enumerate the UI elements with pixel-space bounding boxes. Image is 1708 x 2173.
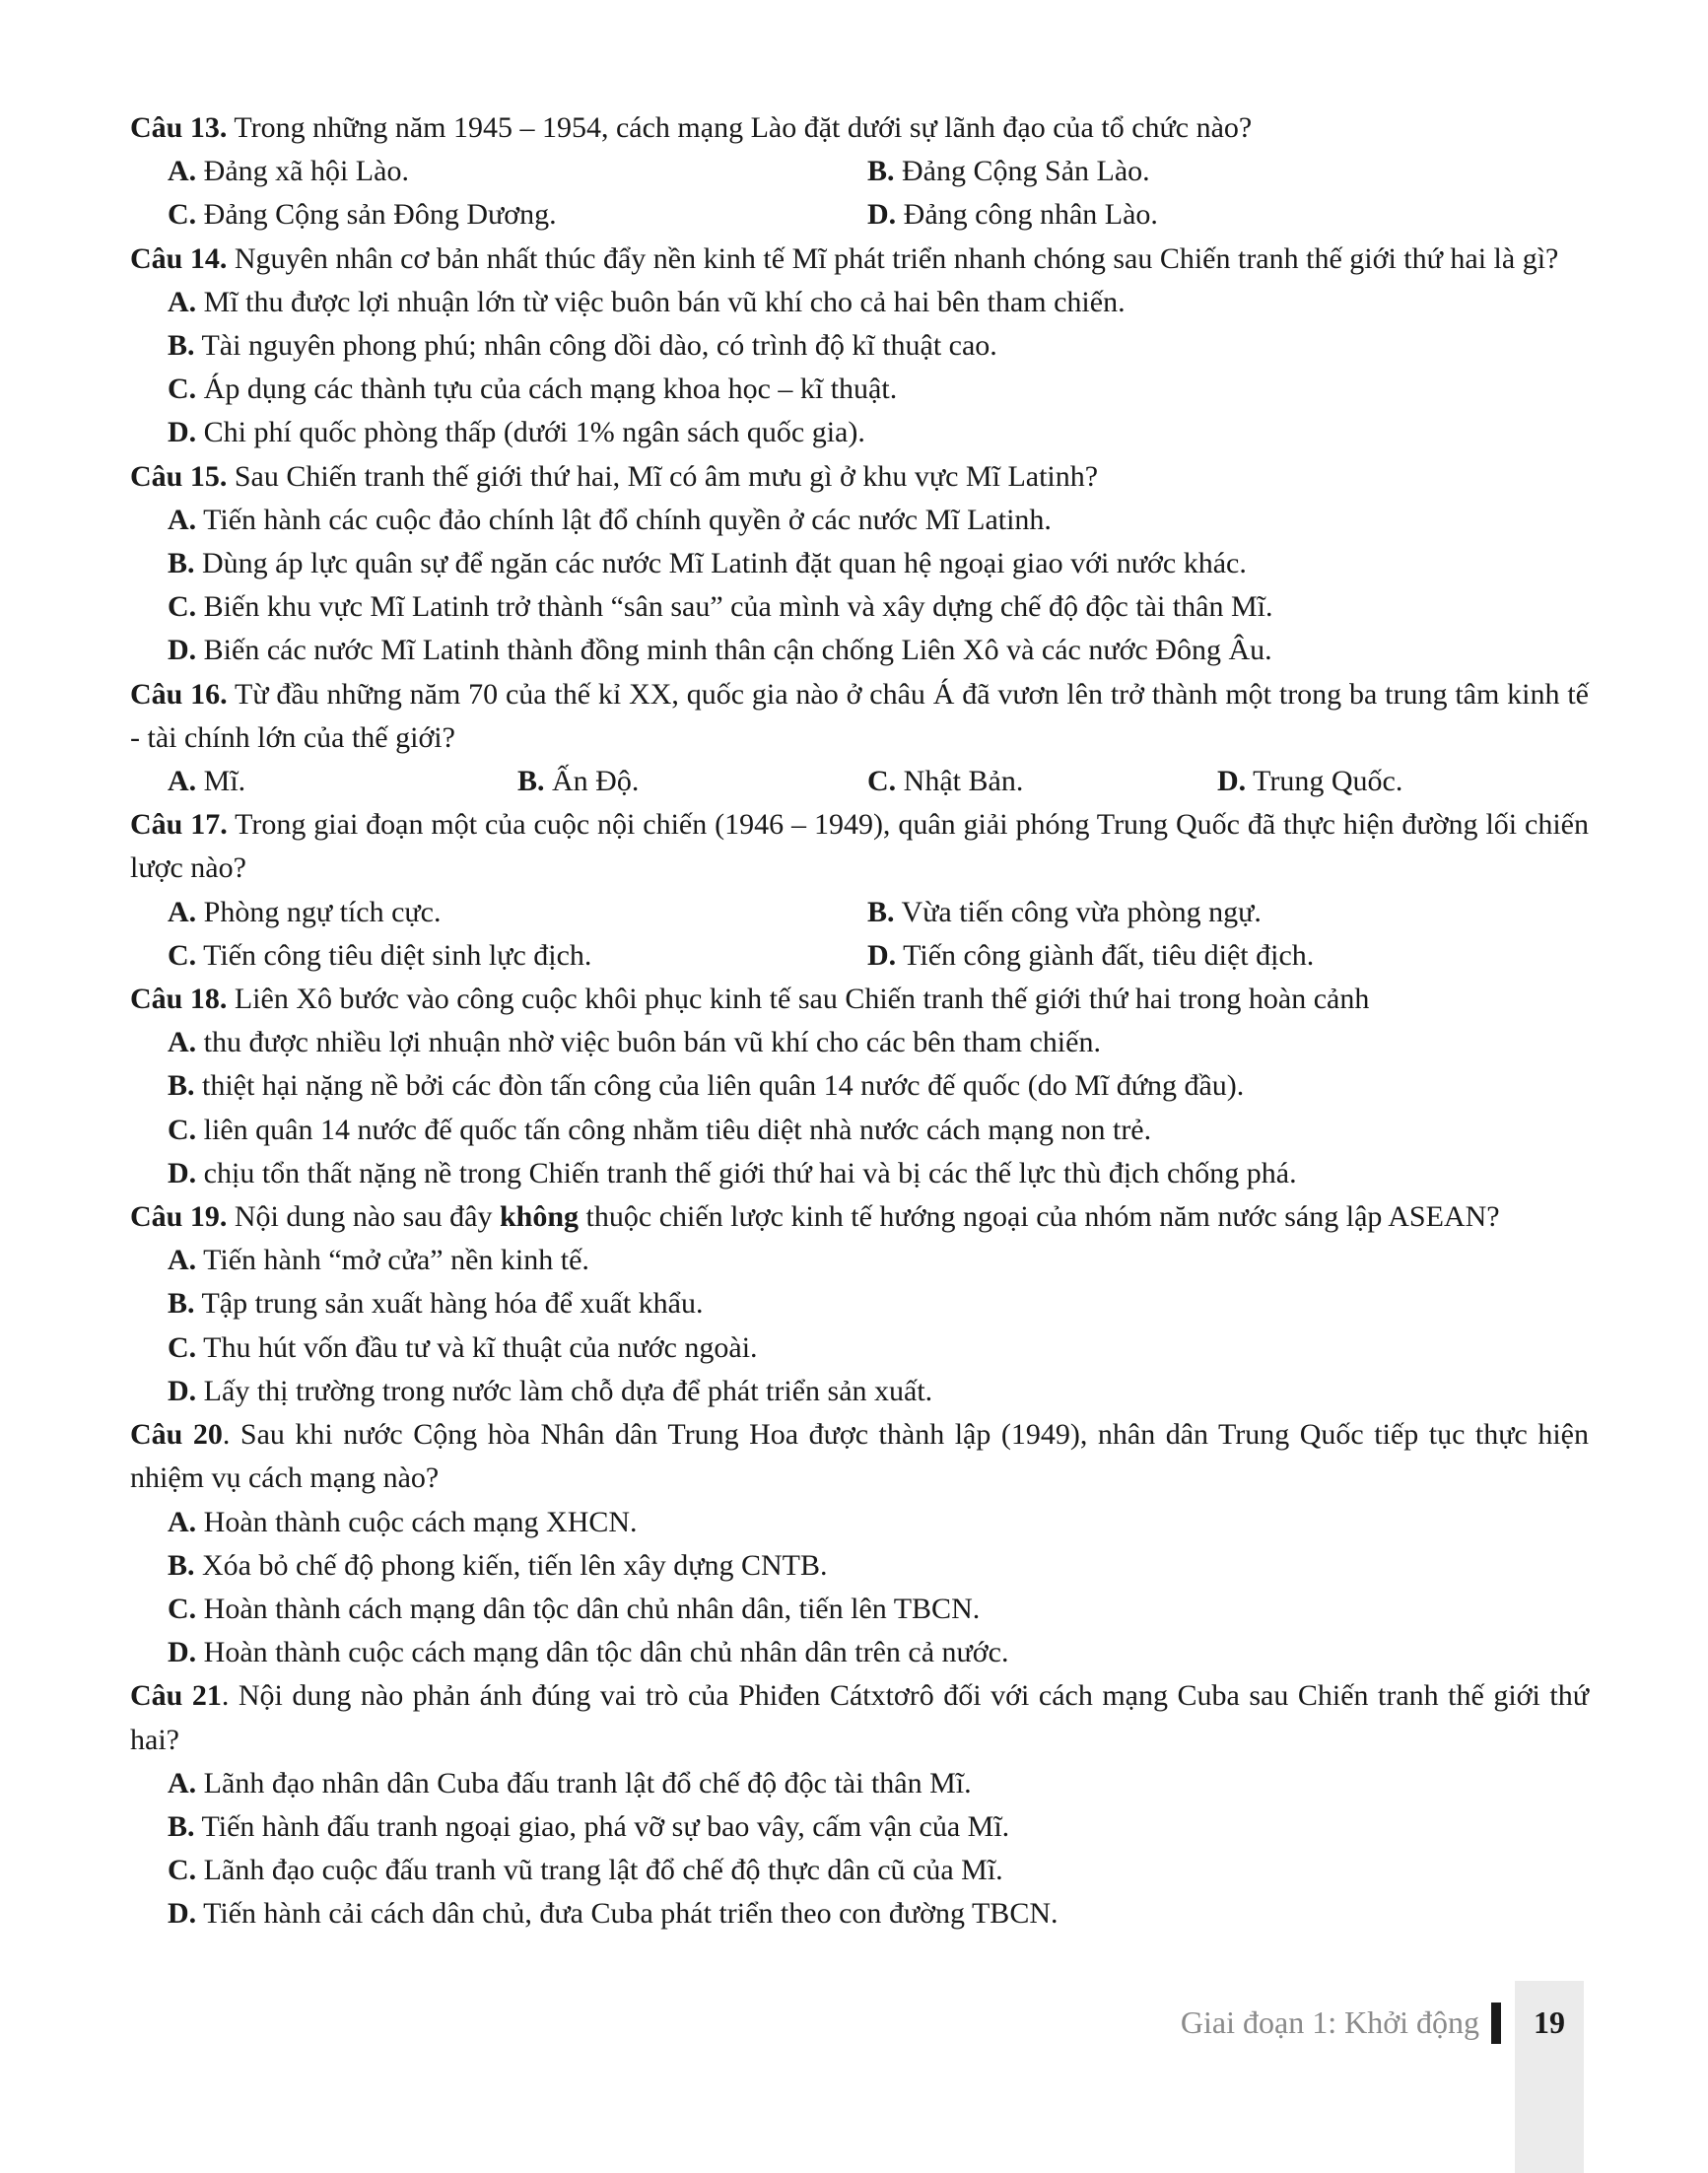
question-number: Câu 21 (130, 1679, 222, 1713)
option-a: A. Mĩ. (168, 765, 246, 798)
option-c: C. Đảng Cộng sản Đông Dương. (168, 198, 557, 232)
option-a: A. Tiến hành “mở cửa” nền kinh tế. (168, 1244, 589, 1277)
question-text: Sau Chiến tranh thế giới thứ hai, Mĩ có âm mưu gì ở khu vực Mĩ Latinh? (227, 459, 1099, 493)
answer-options (130, 760, 1589, 803)
option-b: B. Tài nguyên phong phú; nhân công dồi dào, có trình độ kĩ thuật cao. (168, 329, 997, 363)
question-number: Câu 20 (130, 1418, 223, 1452)
question-text: Nội dung nào sau đây (227, 1200, 500, 1234)
question-number: Câu 15. (130, 459, 228, 493)
option-a: A. Tiến hành các cuộc đảo chính lật đổ chính quyền ở các nước Mĩ Latinh. (168, 503, 1052, 536)
question-18 (130, 978, 1589, 1195)
option-b: B. Vừa tiến công vừa phòng ngự. (867, 895, 1262, 928)
question-text: . Sau khi nước Cộng hòa Nhân dân Trung Hoa được thành lập (1949), nhân dân Trung Quốc tiếp tục thực hiện nhiệm vụ cách mạng nào? (130, 1418, 1590, 1495)
question-number: Câu 16. (130, 677, 228, 711)
question-20 (130, 1413, 1589, 1674)
option-b: B. Ấn Độ. (517, 765, 640, 798)
option-b: B. Tập trung sản xuất hàng hóa để xuất khẩu. (168, 1287, 704, 1321)
question-text: Trong giai đoạn một của cuộc nội chiến (1946 – 1949), quân giải phóng Trung Quốc đã thực hiện đường lối chiến lược nào? (130, 808, 1589, 885)
page-number: 19 (1534, 2004, 1565, 2040)
question-19 (130, 1195, 1589, 1413)
question-list (130, 106, 1589, 1936)
option-a: A. Phòng ngự tích cực. (168, 895, 442, 928)
option-d: D. chịu tổn thất nặng nề trong Chiến tranh thế giới thứ hai và bị các thế lực thù địch chống phá. (168, 1156, 1297, 1189)
option-d: D. Tiến hành cải cách dân chủ, đưa Cuba phát triển theo con đường TBCN. (168, 1897, 1059, 1931)
option-c: C. Tiến công tiêu diệt sinh lực địch. (168, 938, 592, 972)
option-b: B. Tiến hành đấu tranh ngoại giao, phá vỡ sự bao vây, cấm vận của Mĩ. (168, 1809, 1010, 1843)
question-21 (130, 1674, 1589, 1935)
question-text: . Nội dung nào phản ánh đúng vai trò của Phiđen Cátxtơrô đối với cách mạng Cuba sau Chiến tranh thế giới thứ hai? (130, 1679, 1589, 1756)
option-c: C. Áp dụng các thành tựu của cách mạng khoa học – kĩ thuật. (168, 373, 898, 406)
question-number: Câu 14. (130, 241, 228, 275)
option-d: D. Hoàn thành cuộc cách mạng dân tộc dân chủ nhân dân trên cả nước. (168, 1636, 1009, 1669)
answer-options (130, 891, 1589, 978)
footer-divider (1491, 2003, 1501, 2044)
option-a: A. Hoàn thành cuộc cách mạng XHCN. (168, 1505, 638, 1538)
question-15 (130, 455, 1589, 673)
question-text: Từ đầu những năm 70 của thế kỉ XX, quốc gia nào ở châu Á đã vươn lên trở thành một trong ba trung tâm kinh tế - tài chính lớn của thế giới? (130, 677, 1589, 754)
option-c: C. liên quân 14 nước đế quốc tấn công nhằm tiêu diệt nhà nước cách mạng non trẻ. (168, 1113, 1152, 1146)
option-c: C. Thu hút vốn đầu tư và kĩ thuật của nước ngoài. (168, 1330, 758, 1364)
option-c: C. Hoàn thành cách mạng dân tộc dân chủ nhân dân, tiến lên TBCN. (168, 1592, 981, 1625)
answer-options (130, 150, 1589, 237)
option-a: A. Mĩ thu được lợi nhuận lớn từ việc buôn bán vũ khí cho cả hai bên tham chiến. (168, 285, 1126, 318)
option-d: D. Tiến công giành đất, tiêu diệt địch. (867, 938, 1315, 972)
option-d: D. Đảng công nhân Lào. (867, 198, 1158, 232)
question-number: Câu 17. (130, 808, 228, 842)
option-d: D. Lấy thị trường trong nước làm chỗ dựa để phát triển sản xuất. (168, 1374, 933, 1407)
option-b: B. Dùng áp lực quân sự để ngăn các nước Mĩ Latinh đặt quan hệ ngoại giao với nước khác. (168, 547, 1247, 580)
option-c: C. Nhật Bản. (867, 765, 1024, 798)
question-text: Liên Xô bước vào công cuộc khôi phục kinh tế sau Chiến tranh thế giới thứ hai trong hoàn cảnh (227, 983, 1370, 1016)
option-d: D. Chi phí quốc phòng thấp (dưới 1% ngân sách quốc gia). (168, 416, 865, 449)
question-16 (130, 673, 1589, 804)
option-a: A. thu được nhiều lợi nhuận nhờ việc buôn bán vũ khí cho các bên tham chiến. (168, 1026, 1101, 1059)
option-c: C. Lãnh đạo cuộc đấu tranh vũ trang lật đổ chế độ thực dân cũ của Mĩ. (168, 1854, 1003, 1887)
option-c: C. Biến khu vực Mĩ Latinh trở thành “sân sau” của mình và xây dựng chế độ độc tài thân Mĩ. (168, 590, 1273, 624)
question-number: Câu 13. (130, 111, 228, 144)
question-number: Câu 18. (130, 983, 228, 1016)
question-14 (130, 238, 1589, 455)
option-d: D. Trung Quốc. (1217, 765, 1403, 798)
question-number: Câu 19. (130, 1200, 228, 1234)
question-text: Trong những năm 1945 – 1954, cách mạng Lào đặt dưới sự lãnh đạo của tổ chức nào? (227, 111, 1253, 144)
question-13 (130, 106, 1589, 238)
option-b: B. thiệt hại nặng nề bởi các đòn tấn công của liên quân 14 nước đế quốc (do Mĩ đứng đầu). (168, 1069, 1245, 1103)
question-text-cont: thuộc chiến lược kinh tế hướng ngoại của nhóm năm nước sáng lập ASEAN? (579, 1200, 1500, 1234)
option-d: D. Biến các nước Mĩ Latinh thành đồng minh thân cận chống Liên Xô và các nước Đông Âu. (168, 634, 1272, 667)
question-emphasis: không (499, 1200, 580, 1234)
question-17 (130, 803, 1589, 978)
section-title: Giai đoạn 1: Khởi động (1180, 2004, 1479, 2040)
option-b: B. Đảng Cộng Sản Lào. (867, 155, 1150, 188)
option-a: A. Đảng xã hội Lào. (168, 155, 409, 188)
option-b: B. Xóa bỏ chế độ phong kiến, tiến lên xây dựng CNTB. (168, 1548, 828, 1582)
question-text: Nguyên nhân cơ bản nhất thúc đẩy nền kinh tế Mĩ phát triển nhanh chóng sau Chiến tranh thế giới thứ hai là gì? (227, 241, 1559, 275)
option-a: A. Lãnh đạo nhân dân Cuba đấu tranh lật đổ chế độ độc tài thân Mĩ. (168, 1766, 972, 1800)
